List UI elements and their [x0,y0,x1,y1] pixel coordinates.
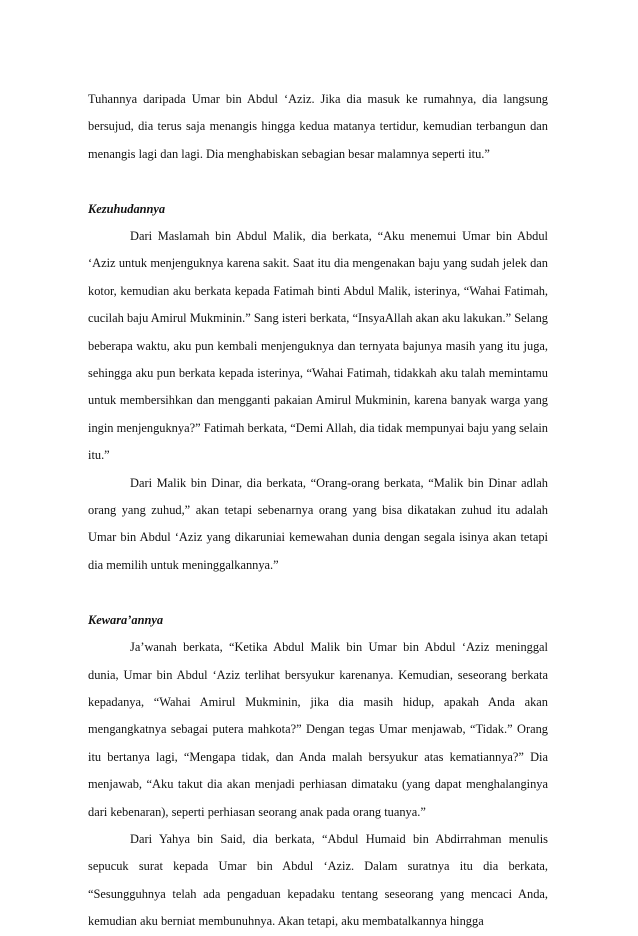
body-paragraph: Dari Maslamah bin Abdul Malik, dia berkata, “Aku menemui Umar bin Abdul ‘Aziz untuk menjenguknya karena sakit. Saat itu dia mengenakan baju yang sudah jelek dan kotor, kemudian aku berkata kepada Fatimah binti Abdul Malik, isterinya, “Wahai Fatimah, cucilah baju Amirul Mukminin.” Sang isteri berkata, “InsyaAllah akan aku lakukan.” Selang beberapa waktu, aku pun kembali menjenguknya dan ternyata bajunya masih yang itu juga, sehingga aku pun berkata kepada isterinya, “Wahai Fatimah, tidakkah aku talah memintamu untuk membersihkan dan mengganti pakaian Amirul Mukminin, karena banyak warga yang ingin menjenguknya?” Fatimah berkata, “Demi Allah, dia tidak mempunyai baju yang selain itu.” [88,229,548,463]
paragraph-spacer [88,579,548,606]
body-paragraph: Dari Malik bin Dinar, dia berkata, “Orang-orang berkata, “Malik bin Dinar adlah orang yang zuhud,” akan tetapi sebenarnya orang yang bisa dikatakan zuhud itu adalah Umar bin Abdul ‘Aziz yang dikaruniai kemewahan dunia dengan segala isinya akan tetapi dia memilih untuk meninggalkannya.” [88,475,548,572]
body-paragraph: Ja’wanah berkata, “Ketika Abdul Malik bin Umar bin Abdul ‘Aziz meninggal dunia, Umar bin Abdul ‘Aziz terlihat bersyukur karenanya. Kemudian, seseorang berkata kepadanya, “Wahai Amirul Mukminin, jika dia masih hidup, apakah Anda akan mengangkatnya sebagai putera mahkota?” Dengan tegas Umar menjawab, “Tidak.” Orang itu bertanya lagi, “Mengapa tidak, dan Anda malah bersyukur atas kematiannya?” Dia menjawab, “Aku takut dia akan menjadi perhiasan dimataku (yang dapat menghalanginya dari kebenaran), seperti perhiasan seorang anak pada orang tuanya.” [88,640,548,819]
section-heading: Kezuhudannya [88,201,166,216]
document-page [88,86,548,936]
body-paragraph: Dari Yahya bin Said, dia berkata, “Abdul Humaid bin Abdirrahman menulis sepucuk surat kepada Umar bin Abdul ‘Aziz. Dalam suratnya itu dia berkata, “Sesungguhnya telah ada pengaduan kepadaku tentang seseorang yang mencaci Anda, kemudian aku berniat membunuhnya. Akan tetapi, aku membatalkannya hingga [88,831,548,929]
section-heading: Kewara’annya [88,612,164,627]
paragraph-spacer [88,168,548,195]
body-paragraph: Tuhannya daripada Umar bin Abdul ‘Aziz. Jika dia masuk ke rumahnya, dia langsung bersujud, dia terus saja menangis hingga kedua matanya tertidur, kemudian terbangun dan menangis lagi dan lagi. Dia menghabiskan sebagian besar malamnya seperti itu.” [88,92,548,161]
